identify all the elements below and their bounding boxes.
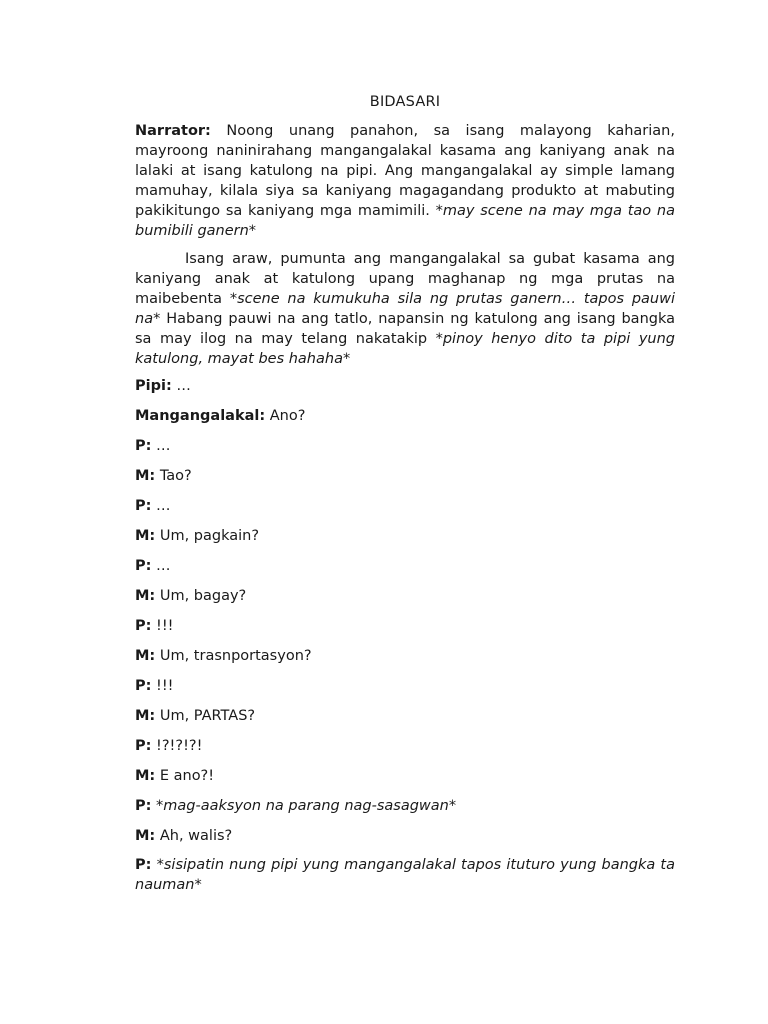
speaker-label: M:: [135, 528, 156, 544]
stage-direction: *scene na kumukuha sila ng prutas ganern… tapos pauwi na: [135, 291, 675, 327]
paragraph-text: * Habang pauwi na ang tatlo, napansin ng katulong ang isang bangka sa may ilog na may telang nakatakip: [135, 311, 675, 347]
speaker-label: P:: [135, 738, 152, 754]
dialogue-line: [135, 766, 675, 786]
speaker-label: M:: [135, 468, 156, 484]
dialogue-text: Um, pagkain?: [155, 528, 260, 544]
dialogue-text: Um, PARTAS?: [155, 708, 256, 724]
dialogue-text: …: [151, 558, 171, 574]
speaker-label: P:: [135, 498, 152, 514]
dialogue-line: [135, 586, 675, 606]
dialogue-line: [135, 376, 675, 396]
dialogue-text: …: [151, 438, 171, 454]
stage-direction: *may scene na may mga tao na bumibili ganern*: [135, 203, 676, 239]
dialogue-text: !?!?!?!: [151, 738, 203, 754]
dialogue-text: Ano?: [265, 408, 306, 424]
dialogue-line: [135, 826, 675, 846]
speaker-label: Narrator:: [135, 123, 211, 139]
dialogue-line: [135, 676, 675, 696]
dialogue-line: [135, 406, 675, 426]
dialogue-line: [135, 436, 675, 456]
dialogue-text: Um, bagay?: [155, 588, 247, 604]
dialogue-text: E ano?!: [155, 768, 215, 784]
dialogue-line: [135, 556, 675, 576]
narration-text: Noong unang panahon, sa isang malayong kaharian, mayroong naninirahang mangangalakal kasama ang kaniyang anak na lalaki at isang katulong na pipi. Ang mangangalakal ay simple lamang mamuhay, kilala siya sa kaniyang magagandang produkto at mabuting pakikitungo sa kaniyang mga mamimili.: [135, 123, 675, 219]
dialogue-line: [135, 706, 675, 726]
dialogue-line: [135, 855, 675, 895]
narration-paragraph: [135, 121, 675, 241]
stage-direction: sisipatin nung pipi yung mangangalakal tapos ituturo yung bangka ta nauman*: [135, 857, 676, 893]
dialogue-line: [135, 466, 675, 486]
speaker-label: M:: [135, 648, 156, 664]
speaker-label: Pipi:: [135, 378, 172, 394]
speaker-label: P:: [135, 558, 152, 574]
dialogue-line: [135, 616, 675, 636]
stage-direction: mag-aaksyon na parang nag-sasagwan*: [163, 798, 457, 814]
dialogue-text: …: [151, 498, 171, 514]
dialogue-text: !!!: [151, 678, 174, 694]
speaker-label: Mangangalakal:: [135, 408, 266, 424]
story-paragraph: [135, 249, 675, 369]
dialogue-text: *: [151, 857, 164, 873]
stage-direction: *pinoy henyo dito ta pipi yung katulong, mayat bes hahaha: [135, 331, 675, 367]
dialogue-line: [135, 796, 675, 816]
document-title: BIDASARI: [369, 94, 441, 110]
speaker-label: P:: [135, 678, 152, 694]
dialogue-text: Tao?: [155, 468, 192, 484]
dialogue-text: Um, trasnportasyon?: [155, 648, 312, 664]
speaker-label: M:: [135, 588, 156, 604]
speaker-label: M:: [135, 828, 156, 844]
speaker-label: P:: [135, 438, 152, 454]
speaker-label: P:: [135, 857, 152, 873]
speaker-label: M:: [135, 708, 156, 724]
dialogue-line: [135, 736, 675, 756]
speaker-label: P:: [135, 798, 152, 814]
speaker-label: M:: [135, 768, 156, 784]
dialogue-text: *: [151, 798, 164, 814]
speaker-label: P:: [135, 618, 152, 634]
dialogue-line: [135, 526, 675, 546]
dialogue-line: [135, 496, 675, 516]
dialogue-text: !!!: [151, 618, 174, 634]
dialogue-text: Ah, walis?: [155, 828, 233, 844]
paragraph-text: *: [342, 351, 351, 367]
paragraph-text: Isang araw, pumunta ang mangangalakal sa gubat kasama ang kaniyang anak at katulong upang maghanap ng mga prutas na maibebenta: [135, 251, 675, 307]
dialogue-text: …: [171, 378, 191, 394]
dialogue-line: [135, 646, 675, 666]
